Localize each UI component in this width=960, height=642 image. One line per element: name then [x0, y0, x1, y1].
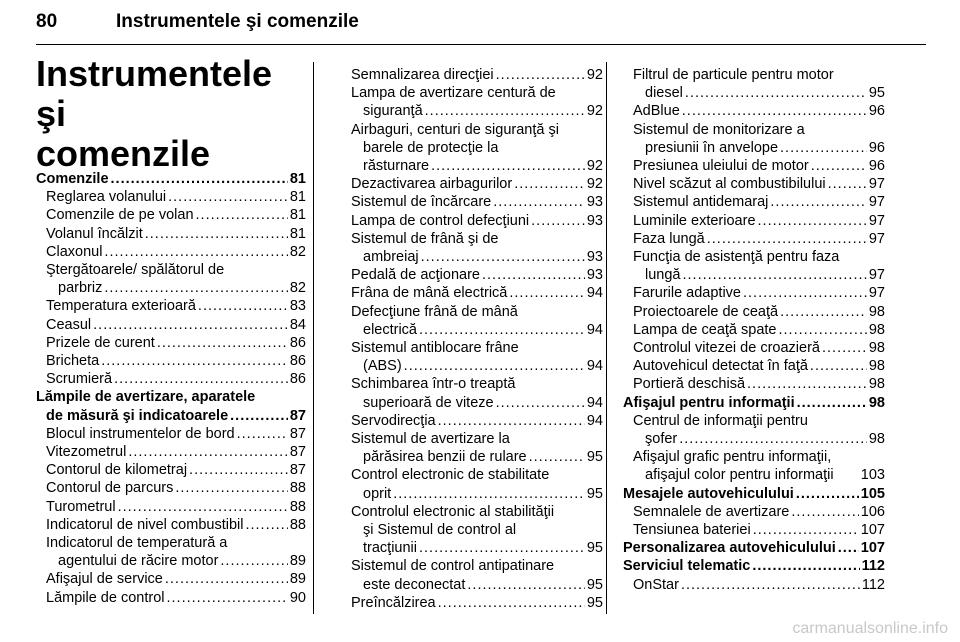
- toc-entry-text: Lămpile de control: [46, 589, 165, 606]
- toc-entry[interactable]: [623, 339, 885, 357]
- toc-entry-text: Sistemul antidemaraj: [633, 194, 769, 211]
- toc-page-number: 103: [860, 467, 885, 484]
- toc-page-number: 95: [868, 85, 885, 102]
- toc-page-number: 98: [868, 394, 885, 411]
- toc-entry[interactable]: [623, 521, 885, 539]
- dot-leader: [175, 479, 288, 497]
- toc-entry-text: Semnalele de avertizare: [633, 503, 790, 520]
- toc-page-number: 94: [586, 285, 603, 302]
- toc-entry[interactable]: [623, 193, 885, 211]
- toc-entry-text: lungă: [645, 267, 681, 284]
- toc-entry-text: AdBlue: [633, 103, 680, 120]
- dot-leader: [168, 188, 288, 206]
- toc-page-number: 93: [586, 212, 603, 229]
- toc-entry-text: Comenzile de pe volan: [46, 207, 194, 224]
- toc-entry-text: Control electronic de stabilitate: [351, 467, 550, 484]
- toc-entry-text: şofer: [645, 431, 678, 448]
- toc-entry[interactable]: [341, 230, 603, 266]
- toc-entry-text: Indicatorul de nivel combustibil: [46, 516, 244, 533]
- toc-entry-text: afişajul color pentru informaţii: [645, 467, 834, 484]
- toc-page-number: 97: [868, 212, 885, 229]
- toc-section-entry[interactable]: [36, 388, 306, 424]
- dot-leader: [128, 443, 288, 461]
- toc-entry[interactable]: [36, 570, 306, 588]
- toc-entry-text: Volanul încălzit: [46, 225, 143, 242]
- dot-leader: [165, 570, 288, 588]
- dot-leader: [104, 279, 288, 297]
- toc-entry-text: diesel: [645, 85, 683, 102]
- toc-entry-text: Frâna de mână electrică: [351, 285, 508, 302]
- toc-page-number: 107: [860, 540, 885, 557]
- toc-section-entry[interactable]: [36, 170, 306, 188]
- toc-entry-text: Faza lungă: [633, 230, 705, 247]
- toc-entry[interactable]: [36, 243, 306, 261]
- dot-leader: [796, 485, 859, 503]
- toc-page-number: 84: [289, 316, 306, 333]
- toc-entry[interactable]: [36, 370, 306, 388]
- toc-entry-text: şi Sistemul de control al: [363, 522, 517, 539]
- toc-entry[interactable]: [36, 425, 306, 443]
- toc-section-entry[interactable]: [623, 557, 885, 575]
- toc-entry[interactable]: [36, 479, 306, 497]
- toc-entry[interactable]: [623, 212, 885, 230]
- toc-page-number: 96: [868, 103, 885, 120]
- toc-entry-text: Scrumieră: [46, 371, 113, 388]
- dot-leader: [747, 375, 867, 393]
- toc-entry-text: Pedală de acţionare: [351, 267, 480, 284]
- dot-leader: [198, 297, 288, 315]
- toc-page-number: 89: [289, 553, 306, 570]
- toc-entry-text: Afişajul de service: [46, 571, 163, 588]
- toc-entry-text: Dezactivarea airbagurilor: [351, 176, 513, 193]
- toc-entry-text: Servodirecţia: [351, 412, 436, 429]
- toc-entry-text: Sistemul antiblocare frâne: [351, 340, 519, 357]
- toc-section-entry[interactable]: [623, 539, 885, 557]
- toc-entry[interactable]: [36, 206, 306, 224]
- toc-entry-text: Prizele de curent: [46, 334, 155, 351]
- toc-entry-text: oprit: [363, 485, 392, 502]
- toc-entry[interactable]: [341, 266, 603, 284]
- toc-page-number: 94: [586, 358, 603, 375]
- section-title-line-1: Instrumentele şi: [36, 53, 273, 134]
- toc-entry[interactable]: [623, 576, 885, 594]
- dot-leader: [438, 594, 585, 612]
- dot-leader: [743, 284, 867, 302]
- dot-leader: [514, 175, 585, 193]
- toc-page-number: 97: [868, 285, 885, 302]
- toc-entry[interactable]: [341, 503, 603, 558]
- toc-page-number: 98: [868, 431, 885, 448]
- dot-leader: [101, 352, 288, 370]
- toc-entry-text: OnStar: [633, 576, 679, 593]
- toc-page-number: 98: [868, 321, 885, 338]
- toc-page-number: 81: [289, 207, 306, 224]
- toc-entry-text: Ceasul: [46, 316, 92, 333]
- toc-entry[interactable]: [36, 589, 306, 607]
- toc-page-number: 87: [289, 425, 306, 442]
- toc-entry-text: Schimbarea într-o treaptă: [351, 376, 516, 393]
- toc-entry-text: Afişajul grafic pentru informaţii,: [633, 449, 832, 466]
- toc-page-number: 106: [860, 503, 885, 520]
- toc-entry-text: Tensiunea bateriei: [633, 522, 751, 539]
- toc-entry-text: Bricheta: [46, 353, 100, 370]
- toc-entry[interactable]: [623, 102, 885, 120]
- dot-leader: [707, 230, 867, 248]
- toc-entry[interactable]: [623, 448, 885, 484]
- toc-entry-text: Nivel scăzut al combustibilului: [633, 176, 826, 193]
- toc-entry[interactable]: [341, 412, 603, 430]
- toc-entry[interactable]: [341, 212, 603, 230]
- toc-entry-text: Lampa de ceaţă spate: [633, 321, 777, 338]
- dot-leader: [822, 339, 867, 357]
- toc-page-number: 94: [586, 321, 603, 338]
- toc-entry[interactable]: [341, 339, 603, 375]
- toc-entry-text: Portieră deschisă: [633, 376, 746, 393]
- dot-leader: [237, 425, 288, 443]
- toc-page-number: 95: [586, 485, 603, 502]
- dot-leader: [393, 485, 585, 503]
- toc-entry-text: agentului de răcire motor: [58, 553, 219, 570]
- toc-entry-text: Blocul instrumentelor de bord: [46, 425, 235, 442]
- toc-entry-text: Centrul de informaţii pentru: [633, 412, 808, 429]
- toc-page-number: 86: [289, 371, 306, 388]
- toc-entry[interactable]: [623, 230, 885, 248]
- toc-entry-text: Luminile exterioare: [633, 212, 756, 229]
- toc-entry[interactable]: [623, 303, 885, 321]
- toc-entry-text: barele de protecţie la: [363, 139, 499, 156]
- toc-entry[interactable]: [341, 466, 603, 502]
- toc-entry-text: Serviciul telematic: [623, 558, 751, 575]
- dot-leader: [770, 193, 866, 211]
- toc-column-2: [341, 66, 603, 612]
- toc-entry[interactable]: [623, 503, 885, 521]
- toc-entry[interactable]: [623, 66, 885, 102]
- toc-entry-text: Temperatura exterioară: [46, 298, 196, 315]
- toc-entry-text: Airbaguri, centuri de siguranţă şi: [351, 121, 559, 138]
- dot-leader: [496, 394, 585, 412]
- toc-entry-text: Contorul de parcurs: [46, 480, 174, 497]
- toc-entry-text: Defecţiune frână de mână: [351, 303, 518, 320]
- toc-entry[interactable]: [341, 175, 603, 193]
- toc-page-number: 92: [586, 67, 603, 83]
- toc-entry-text: Sistemul de încărcare: [351, 194, 492, 211]
- toc-entry-text: Proiectoarele de ceaţă: [633, 303, 779, 320]
- toc-entry[interactable]: [36, 461, 306, 479]
- toc-entry-text: de măsură şi indicatoarele: [46, 407, 229, 424]
- toc-page-number: 81: [289, 171, 306, 187]
- toc-entry-text: Presiunea uleiului de motor: [633, 158, 809, 175]
- toc-entry[interactable]: [36, 188, 306, 206]
- toc-entry[interactable]: [623, 284, 885, 302]
- dot-leader: [419, 321, 585, 339]
- toc-entry-text: tracţiunii: [363, 540, 417, 557]
- dot-leader: [779, 321, 867, 339]
- toc-column-3: [623, 66, 885, 594]
- toc-entry-text: Sistemul de frână şi de: [351, 230, 499, 247]
- toc-entry-text: Afişajul pentru informaţii: [623, 394, 795, 411]
- toc-entry[interactable]: [36, 516, 306, 534]
- dot-leader: [438, 412, 585, 430]
- toc-page-number: 107: [860, 522, 885, 539]
- page-header: [36, 0, 926, 45]
- dot-leader: [682, 266, 866, 284]
- toc-section-entry[interactable]: [623, 394, 885, 412]
- toc-page-number: 96: [868, 158, 885, 175]
- toc-page-number: 93: [586, 267, 603, 284]
- toc-entry-text: Funcţia de asistenţă pentru faza: [633, 249, 840, 266]
- toc-column-1: [36, 170, 306, 607]
- toc-entry-text: Farurile adaptive: [633, 285, 741, 302]
- toc-entry[interactable]: [36, 443, 306, 461]
- toc-entry-text: Turometrul: [46, 498, 116, 515]
- toc-page-number: 97: [868, 194, 885, 211]
- column-divider-2: [606, 62, 607, 614]
- toc-page-number: 98: [868, 340, 885, 357]
- dot-leader: [93, 316, 288, 334]
- toc-page-number: 94: [586, 412, 603, 429]
- toc-entry-text: Ştergătoarele/ spălătorul de: [46, 262, 225, 279]
- toc-entry-text: Filtrul de particule pentru motor: [633, 67, 834, 83]
- toc-entry-text: Contorul de kilometraj: [46, 462, 188, 479]
- dot-leader: [467, 576, 584, 594]
- dot-leader: [509, 284, 585, 302]
- toc-entry[interactable]: [341, 284, 603, 302]
- toc-page-number: 95: [586, 449, 603, 466]
- watermark: carmanualsonline.info: [792, 620, 948, 637]
- dot-leader: [167, 589, 288, 607]
- toc-entry-text: siguranţă: [363, 103, 423, 120]
- toc-page-number: 92: [586, 158, 603, 175]
- dot-leader: [679, 430, 867, 448]
- dot-leader: [681, 576, 860, 594]
- toc-entry[interactable]: [623, 175, 885, 193]
- toc-page-number: 97: [868, 230, 885, 247]
- dot-leader: [753, 521, 859, 539]
- section-title: [36, 54, 306, 174]
- toc-entry[interactable]: [341, 303, 603, 339]
- toc-entry-text: Sistemul de monitorizare a: [633, 121, 805, 138]
- dot-leader: [752, 557, 859, 575]
- dot-leader: [157, 334, 288, 352]
- toc-entry[interactable]: [623, 375, 885, 393]
- toc-entry[interactable]: [341, 430, 603, 466]
- toc-entry-text: Controlul vitezei de croazieră: [633, 340, 820, 357]
- toc-entry-text: Lămpile de avertizare, aparatele: [36, 389, 256, 406]
- toc-entry-text: Personalizarea autovehiculului: [623, 540, 836, 557]
- toc-page-number: 92: [586, 103, 603, 120]
- toc-entry-text: Mesajele autovehiculului: [623, 485, 794, 502]
- dot-leader: [838, 539, 859, 557]
- toc-page-number: 81: [289, 189, 306, 206]
- toc-page-number: 98: [868, 358, 885, 375]
- toc-section-entry[interactable]: [623, 485, 885, 503]
- toc-page-number: 105: [860, 485, 885, 502]
- toc-page-number: 87: [289, 444, 306, 461]
- dot-leader: [810, 357, 867, 375]
- toc-entry[interactable]: [36, 225, 306, 243]
- toc-entry-text: Reglarea volanului: [46, 189, 167, 206]
- toc-page-number: 93: [586, 249, 603, 266]
- toc-page-number: 90: [289, 589, 306, 606]
- toc-page-number: 93: [586, 194, 603, 211]
- toc-page-number: 97: [868, 176, 885, 193]
- dot-leader: [421, 248, 585, 266]
- toc-entry-text: electrică: [363, 321, 417, 338]
- dot-leader: [104, 243, 287, 261]
- toc-page-number: 96: [868, 139, 885, 156]
- dot-leader: [145, 225, 288, 243]
- toc-entry-text: Claxonul: [46, 243, 103, 260]
- dot-leader: [685, 84, 867, 102]
- toc-page-number: 87: [289, 407, 306, 424]
- toc-entry-text: Semnalizarea direcţiei: [351, 67, 494, 83]
- dot-leader: [220, 552, 287, 570]
- toc-entry[interactable]: [623, 321, 885, 339]
- dot-leader: [780, 139, 867, 157]
- toc-page-number: 82: [289, 280, 306, 297]
- dot-leader: [189, 461, 288, 479]
- dot-leader: [111, 170, 288, 188]
- toc-page-number: 87: [289, 462, 306, 479]
- dot-leader: [828, 175, 867, 193]
- dot-leader: [245, 516, 287, 534]
- toc-page-number: 95: [586, 594, 603, 611]
- toc-entry[interactable]: [623, 357, 885, 375]
- dot-leader: [797, 394, 867, 412]
- toc-page-number: 86: [289, 353, 306, 370]
- toc-entry[interactable]: [36, 352, 306, 370]
- toc-entry-text: Indicatorul de temperatură a: [46, 535, 228, 552]
- toc-entry[interactable]: [623, 248, 885, 284]
- dot-leader: [529, 448, 585, 466]
- toc-page-number: 81: [289, 225, 306, 242]
- dot-leader: [482, 266, 585, 284]
- dot-leader: [419, 539, 585, 557]
- toc-entry[interactable]: [341, 121, 603, 176]
- dot-leader: [196, 206, 288, 224]
- dot-leader: [425, 102, 585, 120]
- toc-page-number: 82: [289, 243, 306, 260]
- toc-page-number: 92: [586, 176, 603, 193]
- dot-leader: [230, 407, 288, 425]
- toc-page-number: 88: [289, 498, 306, 515]
- toc-page-number: 86: [289, 334, 306, 351]
- dot-leader: [496, 66, 585, 84]
- toc-page-number: 94: [586, 394, 603, 411]
- dot-leader: [758, 212, 867, 230]
- toc-entry[interactable]: [341, 193, 603, 211]
- toc-entry-text: ambreiaj: [363, 249, 419, 266]
- toc-page-number: 97: [868, 267, 885, 284]
- toc-page-number: 112: [861, 558, 885, 575]
- toc-entry[interactable]: [341, 557, 603, 593]
- toc-page-number: 88: [289, 480, 306, 497]
- toc-page-number: 89: [289, 571, 306, 588]
- toc-entry[interactable]: [341, 594, 603, 612]
- toc-entry-text: răsturnare: [363, 158, 430, 175]
- toc-entry-text: părăsirea benzii de rulare: [363, 449, 527, 466]
- toc-entry-text: Comenzile: [36, 171, 109, 187]
- toc-entry-text: Sistemul de avertizare la: [351, 431, 510, 448]
- toc-entry[interactable]: [341, 375, 603, 411]
- toc-page-number: 83: [289, 298, 306, 315]
- toc-entry[interactable]: [36, 316, 306, 334]
- toc-entry[interactable]: [623, 121, 885, 157]
- dot-leader: [114, 370, 288, 388]
- toc-entry[interactable]: [36, 534, 306, 570]
- toc-page-number: 95: [586, 576, 603, 593]
- column-divider-1: [313, 62, 314, 614]
- dot-leader: [431, 157, 585, 175]
- toc-entry[interactable]: [341, 84, 603, 120]
- toc-page-number: 98: [868, 303, 885, 320]
- toc-entry-text: Preîncălzirea: [351, 594, 436, 611]
- toc-entry-text: parbriz: [58, 280, 103, 297]
- toc-entry-text: Sistemul de control antipatinare: [351, 558, 555, 575]
- toc-entry-text: Lampa de control defecţiuni: [351, 212, 530, 229]
- dot-leader: [682, 102, 867, 120]
- dot-leader: [780, 303, 867, 321]
- toc-entry-text: Lampa de avertizare centură de: [351, 85, 556, 102]
- toc-entry[interactable]: [36, 297, 306, 315]
- toc-entry[interactable]: [36, 334, 306, 352]
- toc-entry-text: este deconectat: [363, 576, 466, 593]
- dot-leader: [493, 193, 585, 211]
- toc-entry-text: (ABS): [363, 358, 402, 375]
- toc-entry-text: presiunii în anvelope: [645, 139, 779, 156]
- toc-page-number: 88: [289, 516, 306, 533]
- dot-leader: [404, 357, 585, 375]
- dot-leader: [791, 503, 858, 521]
- toc-entry[interactable]: [623, 157, 885, 175]
- section-title-line-2: comenzile: [36, 133, 211, 174]
- toc-page-number: 98: [868, 376, 885, 393]
- toc-entry-text: Controlul electronic al stabilităţii: [351, 503, 555, 520]
- toc-entry[interactable]: [36, 498, 306, 516]
- dot-leader: [811, 157, 867, 175]
- page-number: 80: [36, 11, 58, 32]
- toc-entry[interactable]: [36, 261, 306, 297]
- toc-entry-text: superioară de viteze: [363, 394, 494, 411]
- toc-entry-text: Autovehicul detectat în faţă: [633, 358, 808, 375]
- dot-leader: [118, 498, 288, 516]
- toc-entry-text: Vitezometrul: [46, 444, 127, 461]
- dot-leader: [531, 212, 585, 230]
- toc-entry[interactable]: [623, 412, 885, 448]
- toc-entry[interactable]: [341, 66, 603, 84]
- toc-page-number: 112: [861, 576, 885, 593]
- toc-page-number: 95: [586, 540, 603, 557]
- header-title: Instrumentele şi comenzile: [116, 11, 359, 32]
